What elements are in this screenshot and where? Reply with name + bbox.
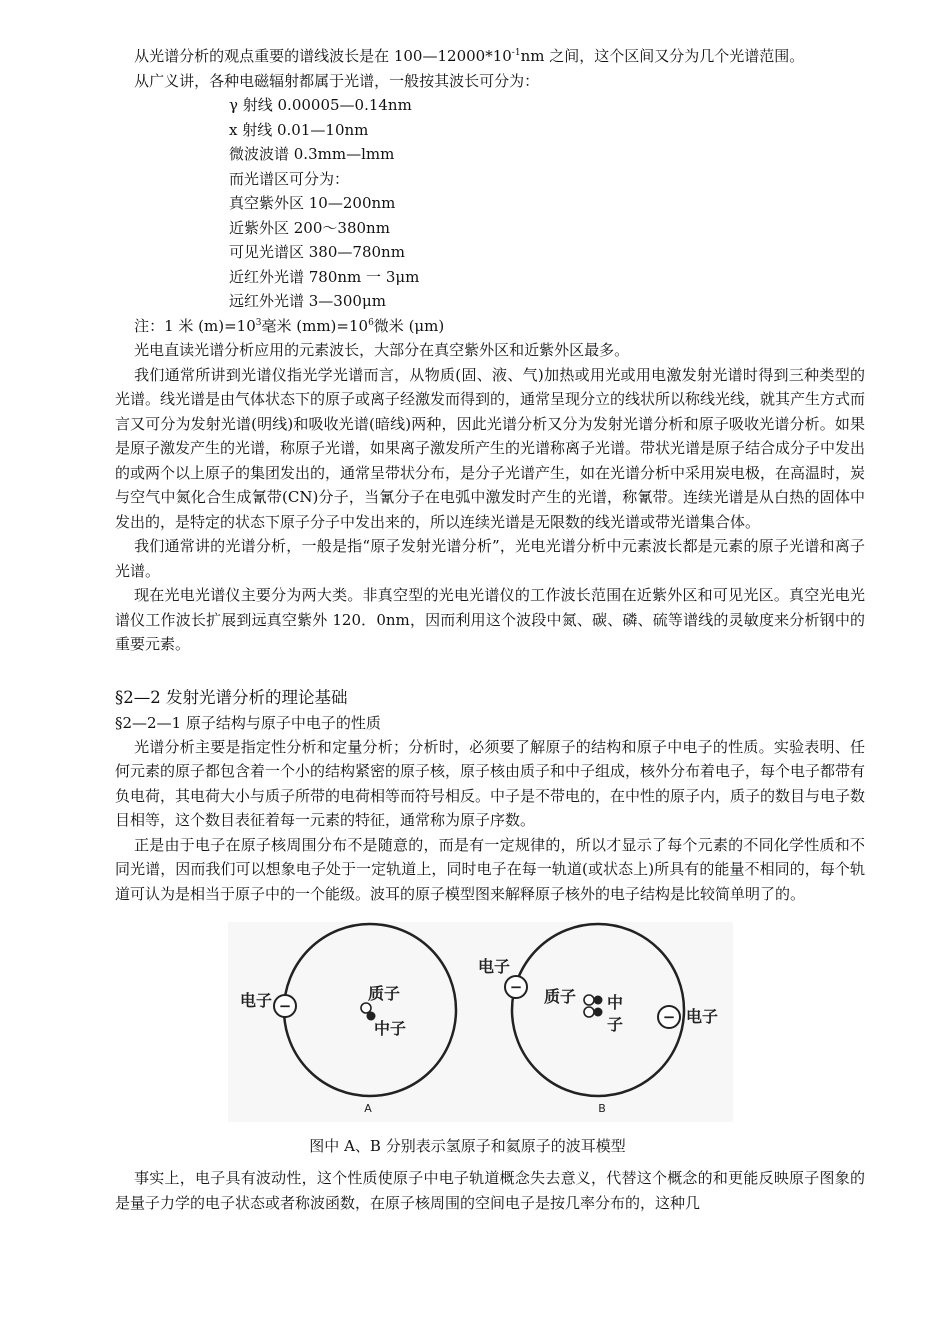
paragraph-closing: 事实上，电子具有波动性，这个性质使原子中电子轨道概念失去意义，代替这个概念的和更能反映原子图象的是量子力学的电子状态或者称波函数，在原子核周围的空间电子是按几率分布的，这种几 — [115, 1169, 865, 1212]
bohr-model-figure — [228, 922, 733, 1122]
label-neutron-a: 中子 — [374, 1019, 407, 1038]
paragraph: 我们通常讲的光谱分析，一般是指“原子发射光谱分析”，光电光谱分析中元素波长都是元素的原子光谱和离子光谱。 — [115, 537, 865, 580]
range-microwave: 微波波谱 0.3mm—lmm — [229, 145, 395, 163]
label-b: B — [598, 1102, 606, 1115]
helium-model — [478, 924, 718, 1115]
label-neutron-b-2: 子 — [607, 1015, 624, 1034]
label-proton-a: 质子 — [368, 984, 401, 1003]
paragraph: 正是由于电子在原子核周围分布不是随意的，而是有一定规律的，所以才显示了每个元素的不同化学性质和不同光谱，因而我们可以想象电子处于一定轨道上，同时电子在每一轨道(或状态上)所具有的能量不相同的，每个轨道可认为是相当于原子中的一个能级。波耳的原子模型图来解释原子核外的电子结构是比较简单明了的。 — [115, 835, 865, 903]
spacer — [115, 657, 865, 685]
range-vacuum-uv: 真空紫外区 10—200nm — [229, 194, 396, 212]
range-gamma: γ 射线 0.00005—0.14nm — [229, 96, 412, 114]
range-far-ir: 远红外光谱 3—300μm — [229, 292, 386, 310]
range-near-ir: 近红外光谱 780nm 一 3μm — [229, 267, 420, 286]
exponent: -1 — [511, 48, 521, 58]
label-electron-a: 电子 — [240, 991, 273, 1010]
paragraph: 光谱分析主要是指定性分析和定量分析；分析时，必须要了解原子的结构和原子中电子的性质。实验表明、任何元素的原子都包含着一个小的结构紧密的原子核，原子核由质子和中子组成，核外分布着电子，每个电子都带有负电荷，其电荷大小与质子所带的电荷相等而符号相反。中子是不带电的，在中性的原子内，质子的数目与电子数目相等，这个数目表征着每一元素的特征，通常称为原子序数。 — [115, 737, 866, 829]
exponent: 3 — [255, 317, 262, 328]
range-optical-intro: 而光谱区可分为： — [229, 169, 350, 188]
subsection-heading: §2—2—1 原子结构与原子中电子的性质 — [115, 713, 381, 732]
paragraph: 光电直读光谱分析应用的元素波长，大部分在真空紫外区和近紫外区最多。 — [134, 341, 630, 359]
range-visible: 可见光谱区 380—780nm — [229, 243, 405, 261]
proton-a — [361, 1003, 371, 1013]
label-proton-b: 质子 — [544, 987, 577, 1006]
proton-b-1 — [584, 995, 594, 1005]
neutron-b-1 — [594, 996, 603, 1005]
label-neutron-b-1: 中 — [607, 993, 624, 1012]
intro-text: 从光谱分析的观点重要的谱线波长是在 100—12000*10 — [134, 47, 512, 65]
section-heading: §2—2 发射光谱分析的理论基础 — [115, 687, 348, 707]
intro-line-2: 从广义讲，各种电磁辐射都属于光谱，一般按其波长可分为： — [134, 71, 540, 90]
label-electron-b-top: 电子 — [478, 957, 511, 976]
note-part: 毫米 (mm)=10 — [261, 316, 369, 335]
figure-container — [115, 922, 865, 1154]
intro-text-end: nm 之间，这个区间又分为几个光谱范围。 — [520, 47, 805, 65]
label-electron-b-right: 电子 — [686, 1007, 719, 1026]
intro-line-1 — [115, 44, 865, 69]
proton-b-2 — [584, 1007, 594, 1017]
document-page — [115, 44, 865, 1215]
paragraph: 我们通常所讲到光谱仪指光学光谱而言，从物质(固、液、气)加热或用光或用电激发射光谱时得到三种类型的光谱。线光谱是由气体状态下的原子或离子经激发而得到的，通常呈现分立的线状所以称线光线，就其产生方式而言又可分为发射光谱(明线)和吸收光谱(暗线)两种，因此光谱分析又分为发射光谱分析和原子吸收光谱分析。如果是原子激发产生的光谱，称原子光谱，如果离子激发所产生的光谱称离子光谱。带状光谱是原子结合成分子中发出的或两个以上原子的集团发出的，通常呈带状分布，是分子光谱产生，如在光谱分析中采用炭电极，在高温时，炭与空气中氮化合生成氰带(CN)分子，当氰分子在电弧中激发时产生的光谱，称氰带。连续光谱是从白热的固体中发出的，是特定的状态下原子分子中发出来的，所以连续光谱是无限数的线光谱或带光谱集合体。 — [115, 365, 866, 531]
range-xray: x 射线 0.01—10nm — [229, 120, 369, 139]
exponent: 6 — [368, 317, 374, 328]
hydrogen-model — [240, 924, 456, 1115]
paragraph: 现在光电光谱仪主要分为两大类。非真空型的光电光谱仪的工作波长范围在近紫外区和可见光区。真空光电光谱仪工作波长扩展到远真空紫外 120．0nm，因而利用这个波段中氮、碳、磷、硫等谱线的灵敏度来分析钢中的重要元素。 — [115, 586, 865, 653]
range-near-uv: 近紫外区 200～380nm — [229, 218, 390, 237]
note-part: 微米 (μm) — [373, 316, 445, 335]
neutron-b-2 — [594, 1008, 603, 1017]
label-a: A — [364, 1102, 372, 1115]
minus-sign: − — [662, 1008, 676, 1026]
bohr-model-svg — [228, 922, 733, 1122]
minus-sign: − — [278, 997, 292, 1015]
unit-note — [115, 314, 865, 339]
note-part: 注：1 米 (m)=10 — [134, 316, 256, 335]
figure-caption: 图中 A、B 分别表示氢原子和氦原子的波耳模型 — [309, 1137, 626, 1155]
minus-sign: − — [509, 978, 523, 996]
